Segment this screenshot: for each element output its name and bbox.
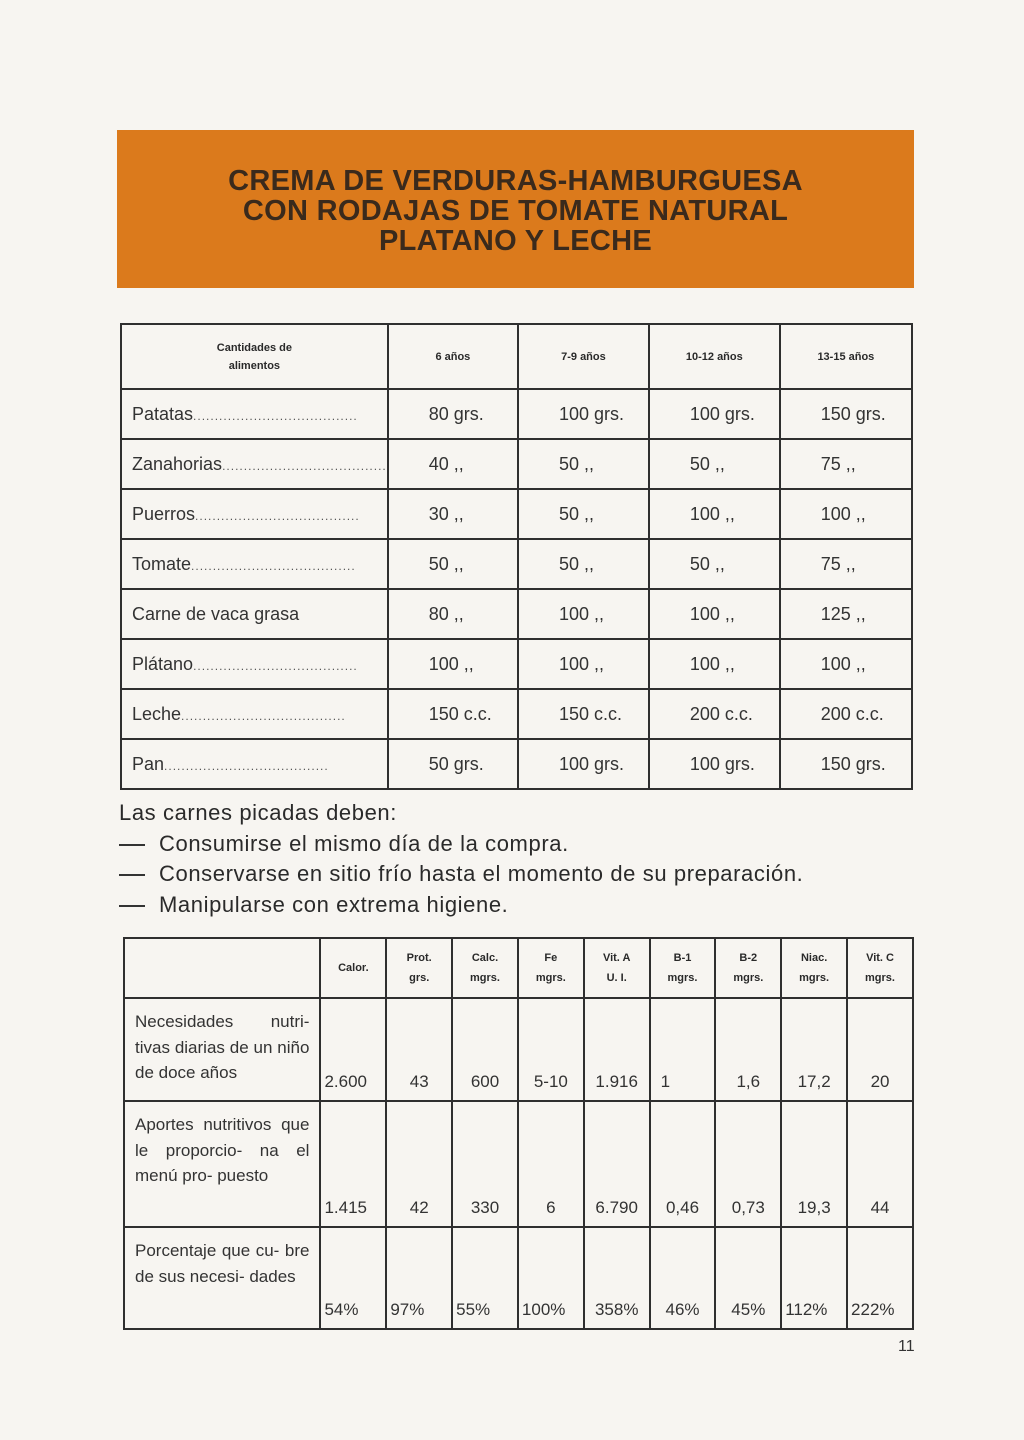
food-label: Tomate (132, 553, 192, 574)
value-cell: 6.790 (584, 1101, 650, 1227)
food-label: Plátano (132, 653, 194, 674)
header-label-line-1: Cantidades de (216, 341, 292, 354)
column-header-unit: mgrs. (667, 972, 698, 984)
column-header-line: Calc. (471, 952, 499, 964)
quantity-cell: 50 grs. (388, 739, 518, 789)
value-cell: 42 (386, 1101, 452, 1227)
value-cell: 44 (847, 1101, 913, 1227)
value-cell: 0,73 (715, 1101, 781, 1227)
table-row (121, 439, 912, 489)
food-label: Pan (132, 753, 165, 774)
column-header (715, 938, 781, 998)
dash-icon (119, 844, 145, 846)
value-cell: 55% (452, 1227, 518, 1329)
quantity-cell: 100 ,, (649, 489, 780, 539)
quantity-cell: 100 ,, (388, 639, 518, 689)
column-header-line: B-2 (739, 952, 758, 964)
note-item (119, 859, 803, 890)
table-row (121, 639, 912, 689)
note-text: Conservarse en sitio frío hasta el momento de su preparación. (159, 861, 804, 886)
value-cell: 358% (584, 1227, 650, 1329)
food-name (121, 539, 388, 589)
food-label: Zanahorias (132, 453, 223, 474)
note-text: Manipularse con extrema higiene. (159, 891, 509, 917)
column-header (781, 938, 847, 998)
column-header-line: Prot. (406, 952, 432, 964)
column-header: 6 años (388, 324, 518, 389)
quantity-cell: 80 ,, (388, 589, 518, 639)
row-label: Aportes nutritivos que le proporcio- na el menú pro- puesto (124, 1101, 320, 1227)
quantity-cell: 100 grs. (649, 739, 780, 789)
food-label: Leche (132, 703, 182, 724)
value-cell: 46% (650, 1227, 716, 1329)
value-cell: 1 (650, 998, 716, 1101)
quantity-cell: 100 grs. (518, 389, 649, 439)
value-cell: 19,3 (781, 1101, 847, 1227)
value-cell: 100% (518, 1227, 584, 1329)
quantity-cell: 150 c.c. (388, 689, 518, 739)
table-row (121, 739, 912, 789)
column-header-unit: mgrs. (470, 972, 500, 984)
food-label: Puerros (132, 503, 196, 524)
title-line-3: PLATANO Y LECHE (378, 225, 653, 257)
page-number: 11 (898, 1338, 915, 1355)
note-text: Consumirse el mismo día de la compra. (159, 830, 569, 856)
quantity-cell: 100 grs. (649, 389, 780, 439)
value-cell: 0,46 (650, 1101, 716, 1227)
quantity-cell: 100 ,, (518, 639, 649, 689)
quantity-cell: 150 grs. (780, 739, 912, 789)
quantity-cell: 75 ,, (780, 539, 912, 589)
column-header (320, 938, 386, 998)
value-cell: 6 (518, 1101, 584, 1227)
quantity-cell: 100 ,, (649, 589, 780, 639)
quantity-cell: 100 ,, (780, 639, 912, 689)
column-header (452, 938, 518, 998)
food-name (121, 489, 388, 539)
value-cell: 54% (320, 1227, 386, 1329)
quantities-header-row (121, 324, 912, 389)
blank-header (124, 938, 320, 998)
dash-icon (119, 905, 145, 907)
column-header (650, 938, 716, 998)
dash-icon (119, 874, 145, 876)
column-header-unit: mgrs. (865, 972, 895, 984)
table-row (124, 1101, 913, 1227)
quantities-table (120, 323, 913, 790)
column-header-line: Vit. A (602, 952, 631, 964)
column-header (386, 938, 452, 998)
value-cell: 2.600 (320, 998, 386, 1101)
table-row (121, 389, 912, 439)
food-name (121, 689, 388, 739)
quantity-cell: 40 ,, (388, 439, 518, 489)
title-banner (117, 130, 914, 288)
column-header: 13-15 años (780, 324, 912, 389)
value-cell: 330 (452, 1101, 518, 1227)
food-label: Patatas (132, 403, 194, 424)
food-name (121, 589, 388, 639)
quantity-cell: 100 ,, (649, 639, 780, 689)
notes-intro: Las carnes picadas deben: (119, 800, 397, 825)
column-header-line: Niac. (800, 952, 828, 964)
quantity-cell: 50 ,, (518, 439, 649, 489)
table-row (121, 589, 912, 639)
value-cell: 20 (847, 998, 913, 1101)
food-label: Carne de vaca grasa (132, 603, 300, 624)
quantity-cell: 125 ,, (780, 589, 912, 639)
value-cell: 600 (452, 998, 518, 1101)
row-label: Porcentaje que cu- bre de sus necesi- dades (124, 1227, 320, 1329)
quantities-header-label (121, 324, 388, 389)
food-name (121, 439, 388, 489)
note-item (119, 829, 803, 860)
column-header-unit: U. I. (606, 972, 627, 984)
column-header-unit: mgrs. (733, 972, 764, 984)
nutrition-table (123, 937, 914, 1330)
value-cell: 17,2 (781, 998, 847, 1101)
table-row (124, 1227, 913, 1329)
column-header-line: Fe (544, 952, 558, 964)
table-row (121, 689, 912, 739)
quantity-cell: 50 ,, (388, 539, 518, 589)
value-cell: 97% (386, 1227, 452, 1329)
title-line-2: CON RODAJAS DE TOMATE NATURAL (242, 195, 789, 227)
table-row (121, 489, 912, 539)
quantity-cell: 150 grs. (780, 389, 912, 439)
quantity-cell: 75 ,, (780, 439, 912, 489)
quantity-cell: 30 ,, (388, 489, 518, 539)
quantity-cell: 150 c.c. (518, 689, 649, 739)
quantity-cell: 100 ,, (780, 489, 912, 539)
column-header-unit: mgrs. (535, 972, 566, 984)
food-name (121, 739, 388, 789)
quantity-cell: 50 ,, (649, 439, 780, 489)
column-header (847, 938, 913, 998)
column-header-line: Vit. C (866, 952, 894, 964)
quantity-cell: 50 ,, (518, 539, 649, 589)
column-header-line: B-1 (673, 952, 692, 964)
value-cell: 1.916 (584, 998, 650, 1101)
quantity-cell: 200 c.c. (649, 689, 780, 739)
title-line-1: CREMA DE VERDURAS-HAMBURGUESA (228, 165, 803, 197)
value-cell: 1.415 (320, 1101, 386, 1227)
table-row (121, 539, 912, 589)
meat-handling-notes (119, 798, 803, 920)
food-name (121, 389, 388, 439)
food-name (121, 639, 388, 689)
value-cell: 222% (847, 1227, 913, 1329)
quantity-cell: 80 grs. (388, 389, 518, 439)
value-cell: 112% (781, 1227, 847, 1329)
value-cell: 43 (386, 998, 452, 1101)
row-label: Necesidades nutri- tivas diarias de un niño de doce años (124, 998, 320, 1101)
quantity-cell: 100 grs. (518, 739, 649, 789)
column-header-unit: mgrs. (799, 972, 830, 984)
table-row (124, 998, 913, 1101)
value-cell: 5-10 (518, 998, 584, 1101)
column-header-unit: grs. (409, 972, 430, 984)
quantity-cell: 200 c.c. (780, 689, 912, 739)
note-item (119, 890, 803, 921)
header-label-line-2: alimentos (228, 359, 281, 372)
quantity-cell: 100 ,, (518, 589, 649, 639)
value-cell: 1,6 (715, 998, 781, 1101)
quantity-cell: 50 ,, (649, 539, 780, 589)
column-header (518, 938, 584, 998)
column-header: 7-9 años (518, 324, 649, 389)
column-header (584, 938, 650, 998)
nutrition-header-row (124, 938, 913, 998)
column-header-line: Calor. (338, 962, 369, 974)
quantity-cell: 50 ,, (518, 489, 649, 539)
column-header: 10-12 años (649, 324, 780, 389)
value-cell: 45% (715, 1227, 781, 1329)
